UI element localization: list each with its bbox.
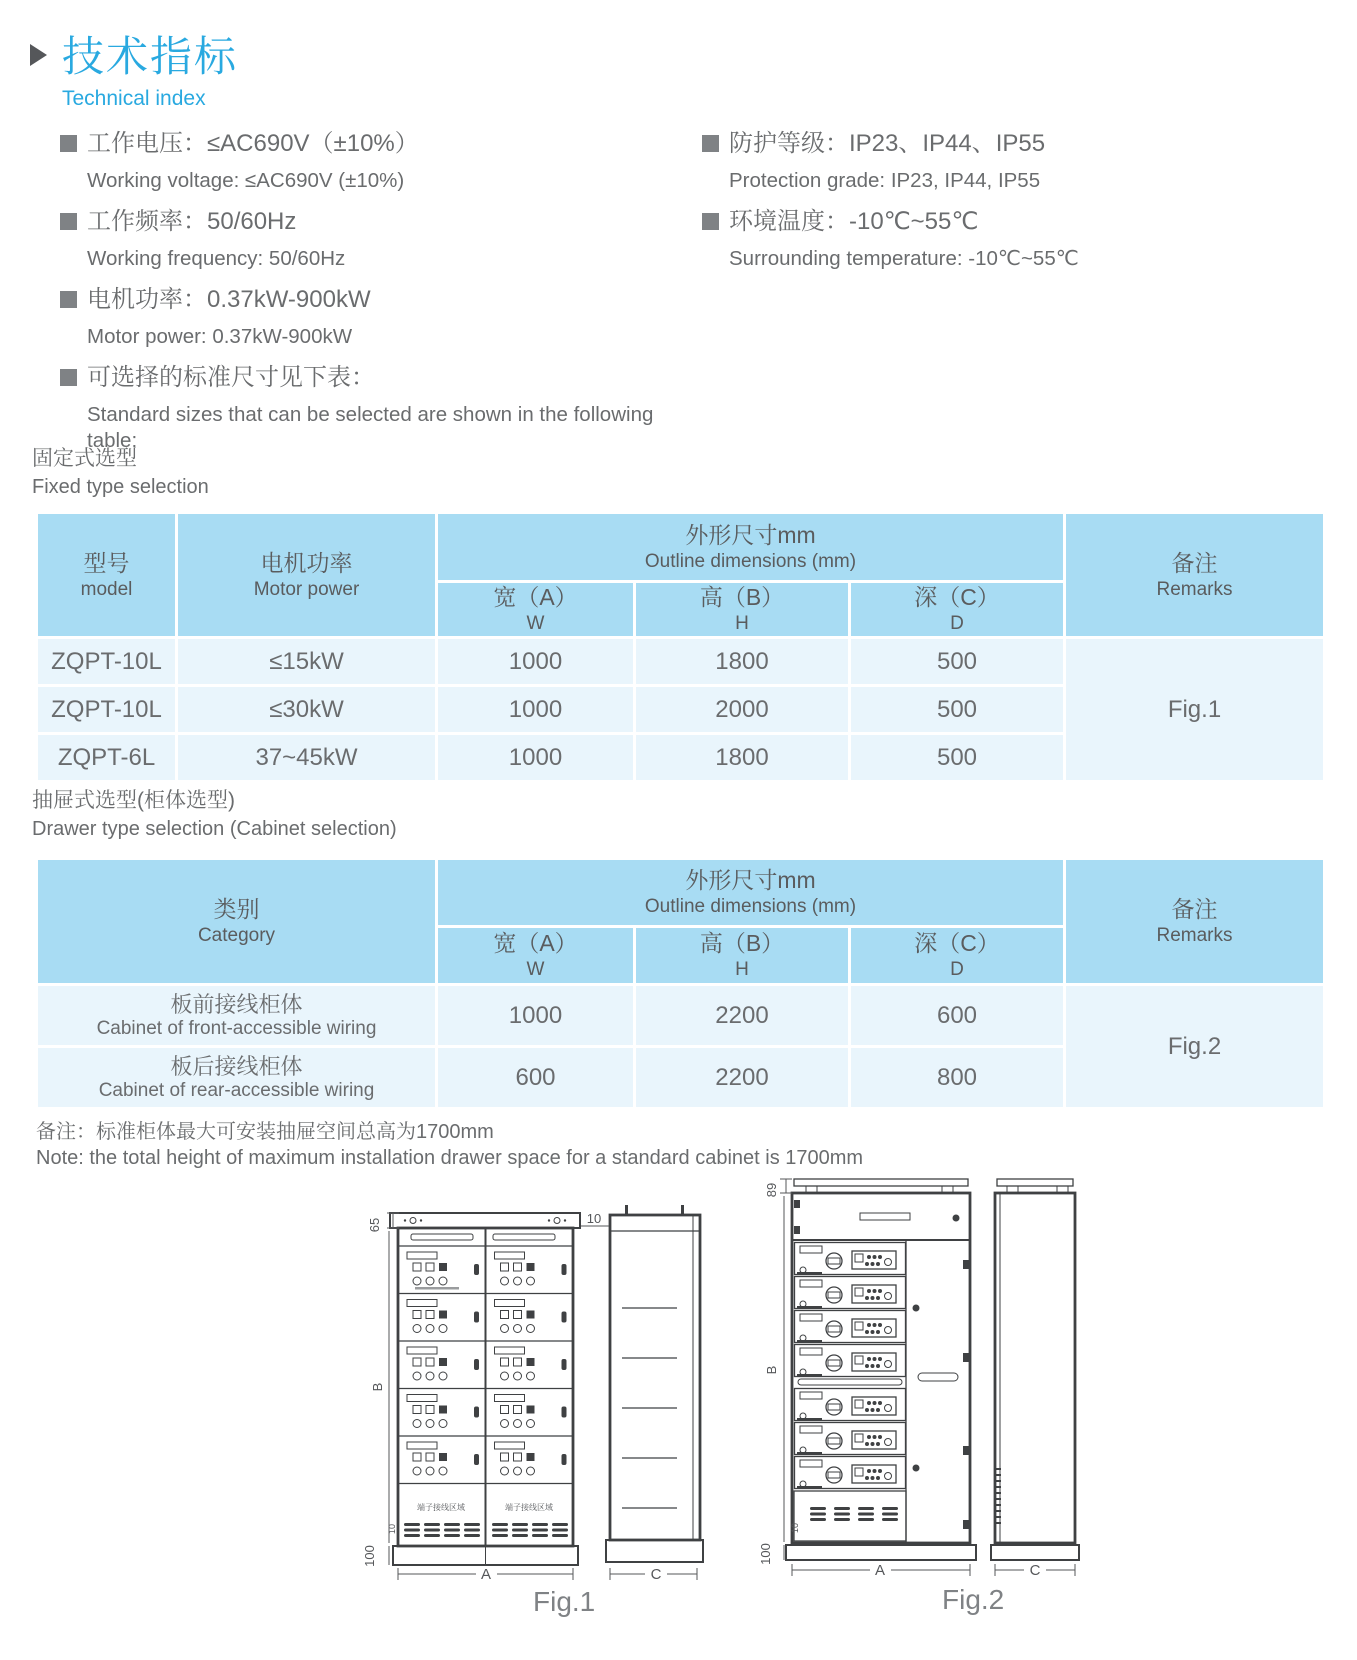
cell-width: 1000 — [437, 638, 635, 686]
cell-depth: 500 — [850, 638, 1065, 686]
spec-cn: 防护等级：IP23、IP44、IP55 — [729, 130, 1046, 157]
specs-left-column — [60, 129, 700, 467]
drawer-code-label — [415, 1287, 459, 1290]
table-row — [37, 985, 1325, 1047]
square-bullet-icon — [60, 213, 77, 230]
cell-model: ZQPT-6L — [37, 734, 177, 782]
header-category: 类别 Category — [37, 859, 437, 985]
cell-category: 板后接线柜体 Cabinet of rear-accessible wiring — [37, 1047, 437, 1109]
cell-model: ZQPT-10L — [37, 638, 177, 686]
page-subtitle: Technical index — [62, 87, 206, 110]
drawer-type-section-label — [32, 789, 397, 841]
cell-width: 600 — [437, 1047, 635, 1109]
cell-power: ≤30kW — [177, 686, 437, 734]
page-title: 技术指标 — [62, 33, 239, 80]
title-arrow-icon — [30, 44, 47, 66]
note-en: Note: the total height of maximum installation drawer space for a standard cabinet is 1700mm — [36, 1147, 864, 1169]
header-remarks: 备注 Remarks — [1065, 859, 1325, 985]
dim-top-offset: 10 — [586, 1211, 602, 1226]
square-bullet-icon — [702, 213, 719, 230]
square-bullet-icon — [60, 135, 77, 152]
spec-en: Surrounding temperature: -10℃~55℃ — [729, 247, 1079, 270]
fig1-front-view — [390, 1213, 580, 1565]
cell-width: 1000 — [437, 734, 635, 782]
header-height: 高（B） H — [635, 927, 850, 985]
spec-cn: 工作电压：≤AC690V（±10%） — [87, 130, 419, 157]
fig2-caption: Fig.2 — [942, 1584, 1005, 1615]
dim-vent-height: 10 — [387, 1523, 397, 1535]
cell-height: 2200 — [635, 985, 850, 1047]
header-depth: 深（C） D — [850, 582, 1065, 638]
dim-base-height: 100 — [362, 1545, 377, 1567]
cell-power: 37~45kW — [177, 734, 437, 782]
cell-category: 板前接线柜体 Cabinet of front-accessible wiring — [37, 985, 437, 1047]
cell-depth: 800 — [850, 1047, 1065, 1109]
fixed-type-table — [35, 511, 1326, 783]
spec-en: Motor power: 0.37kW-900kW — [87, 325, 353, 348]
fig1-cabinet-drawing — [345, 1193, 713, 1585]
dim-depth: C — [650, 1566, 662, 1583]
section-label-en: Fixed type selection — [32, 476, 209, 498]
spec-surrounding-temperature — [702, 207, 1342, 272]
spec-working-frequency — [60, 207, 700, 272]
spec-en: Standard sizes that can be selected are shown in the following table: — [87, 403, 654, 452]
cell-height: 1800 — [635, 734, 850, 782]
section-label-cn: 固定式选型 — [32, 447, 137, 470]
cell-height: 1800 — [635, 638, 850, 686]
header-width: 宽（A） W — [437, 927, 635, 985]
dim-cap-height: 65 — [367, 1217, 382, 1233]
dim-base-height: 100 — [758, 1543, 773, 1565]
square-bullet-icon — [60, 369, 77, 386]
header-depth: 深（C） D — [850, 927, 1065, 985]
note-cn: 备注：标准柜体最大可安装抽屉空间总高为1700mm — [36, 1121, 494, 1143]
drawer-type-table — [35, 857, 1326, 1110]
section-label-en: Drawer type selection (Cabinet selection) — [32, 818, 397, 840]
dim-depth: C — [1029, 1562, 1041, 1579]
fig1-caption: Fig.1 — [533, 1586, 596, 1617]
dim-body-height: B — [764, 1365, 779, 1375]
header-remarks: 备注 Remarks — [1065, 513, 1325, 638]
cell-height: 2200 — [635, 1047, 850, 1109]
cell-depth: 600 — [850, 985, 1065, 1047]
cell-remark: Fig.2 — [1065, 985, 1325, 1109]
square-bullet-icon — [702, 135, 719, 152]
fig2-side-view — [991, 1179, 1079, 1560]
spec-cn: 可选择的标准尺寸见下表： — [87, 364, 375, 391]
header-model: 型号 model — [37, 513, 177, 638]
spec-protection-grade — [702, 129, 1342, 194]
spec-en: Protection grade: IP23, IP44, IP55 — [729, 169, 1041, 192]
spec-cn: 环境温度：-10℃~55℃ — [729, 208, 979, 235]
spec-motor-power — [60, 285, 700, 350]
table-note — [36, 1119, 863, 1171]
spec-en: Working voltage: ≤AC690V (±10%) — [87, 169, 405, 192]
dim-body-height: B — [370, 1382, 385, 1392]
specs-right-column — [702, 129, 1342, 285]
spec-cn: 电机功率：0.37kW-900kW — [87, 286, 371, 313]
dim-width: A — [480, 1566, 492, 1583]
cell-height: 2000 — [635, 686, 850, 734]
cell-depth: 500 — [850, 734, 1065, 782]
spec-cn: 工作频率：50/60Hz — [87, 208, 297, 235]
cell-depth: 500 — [850, 686, 1065, 734]
fig1-side-view — [606, 1205, 703, 1562]
header-outline-dimensions: 外形尺寸mm Outline dimensions (mm) — [437, 513, 1065, 582]
cell-width: 1000 — [437, 985, 635, 1047]
dim-vent-height: 10 — [790, 1522, 800, 1534]
dim-cap-height: 89 — [764, 1182, 779, 1198]
fixed-type-section-label — [32, 447, 209, 499]
fig2-cabinet-drawing — [712, 1168, 1084, 1586]
terminal-area-label: 端子接线区域 — [417, 1503, 465, 1512]
cell-model: ZQPT-10L — [37, 686, 177, 734]
spec-working-voltage — [60, 129, 700, 194]
cell-width: 1000 — [437, 686, 635, 734]
header-outline-dimensions: 外形尺寸mm Outline dimensions (mm) — [437, 859, 1065, 927]
dim-width: A — [874, 1562, 886, 1579]
spec-en: Working frequency: 50/60Hz — [87, 247, 346, 270]
cell-power: ≤15kW — [177, 638, 437, 686]
fig2-front-view — [786, 1179, 976, 1560]
section-label-cn: 抽屉式选型(柜体选型) — [32, 789, 235, 812]
header-width: 宽（A） W — [437, 582, 635, 638]
terminal-area-label: 端子接线区域 — [505, 1503, 553, 1512]
header-height: 高（B） H — [635, 582, 850, 638]
table-row — [37, 638, 1325, 686]
spec-table-intro — [60, 363, 700, 454]
cell-remark: Fig.1 — [1065, 638, 1325, 782]
square-bullet-icon — [60, 291, 77, 308]
header-motor-power: 电机功率 Motor power — [177, 513, 437, 638]
